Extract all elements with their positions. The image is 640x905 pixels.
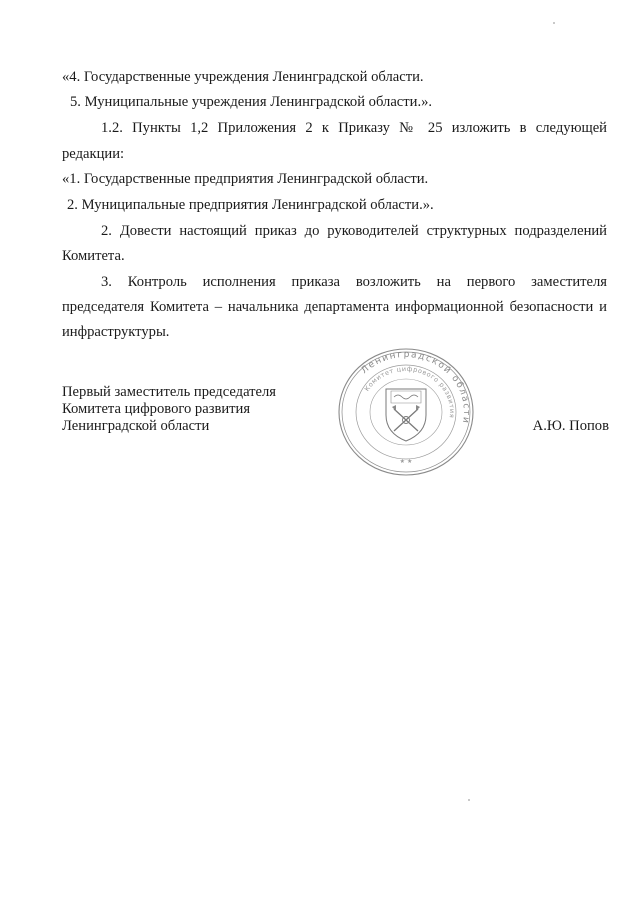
paragraph-line-4: редакции: (62, 146, 125, 162)
paragraph-line-3: 1.2. Пункты 1,2 Приложения 2 к Приказу № 25 изложить в следующей (101, 120, 607, 136)
official-seal (336, 345, 476, 479)
signer-position-line-2: Комитета цифрового развития (62, 401, 251, 417)
scan-artifact (553, 22, 555, 24)
paragraph-line-10: председателя Комитета – начальника департамента информационной безопасности и (62, 299, 607, 315)
paragraph-line-5: «1. Государственные предприятия Ленинградской области. (62, 171, 429, 187)
signer-name: А.Ю. Попов (532, 418, 609, 434)
seal-inner-text: Комитет цифрового развития (362, 364, 457, 419)
paragraph-line-8: Комитета. (62, 248, 125, 264)
paragraph-line-2: 5. Муниципальные учреждения Ленинградской области.». (70, 94, 433, 110)
paragraph-line-1: «4. Государственные учреждения Ленинградской области. (62, 69, 424, 85)
paragraph-line-9: 3. Контроль исполнения приказа возложить на первого заместителя (101, 274, 607, 290)
paragraph-line-6: 2. Муниципальные предприятия Ленинградской области.». (67, 197, 434, 213)
scan-artifact (468, 799, 470, 801)
seal-outer-text: Ленинградской области (359, 349, 472, 426)
signer-position-line-3: Ленинградской области (62, 418, 210, 434)
paragraph-line-11: инфраструктуры. (62, 324, 170, 340)
paragraph-line-7: 2. Довести настоящий приказ до руководителей структурных подразделений (101, 223, 607, 239)
seal-star-mark: ★ ★ (399, 458, 413, 465)
signer-position-line-1: Первый заместитель председателя (62, 384, 277, 400)
coat-of-arms-icon (386, 389, 426, 441)
